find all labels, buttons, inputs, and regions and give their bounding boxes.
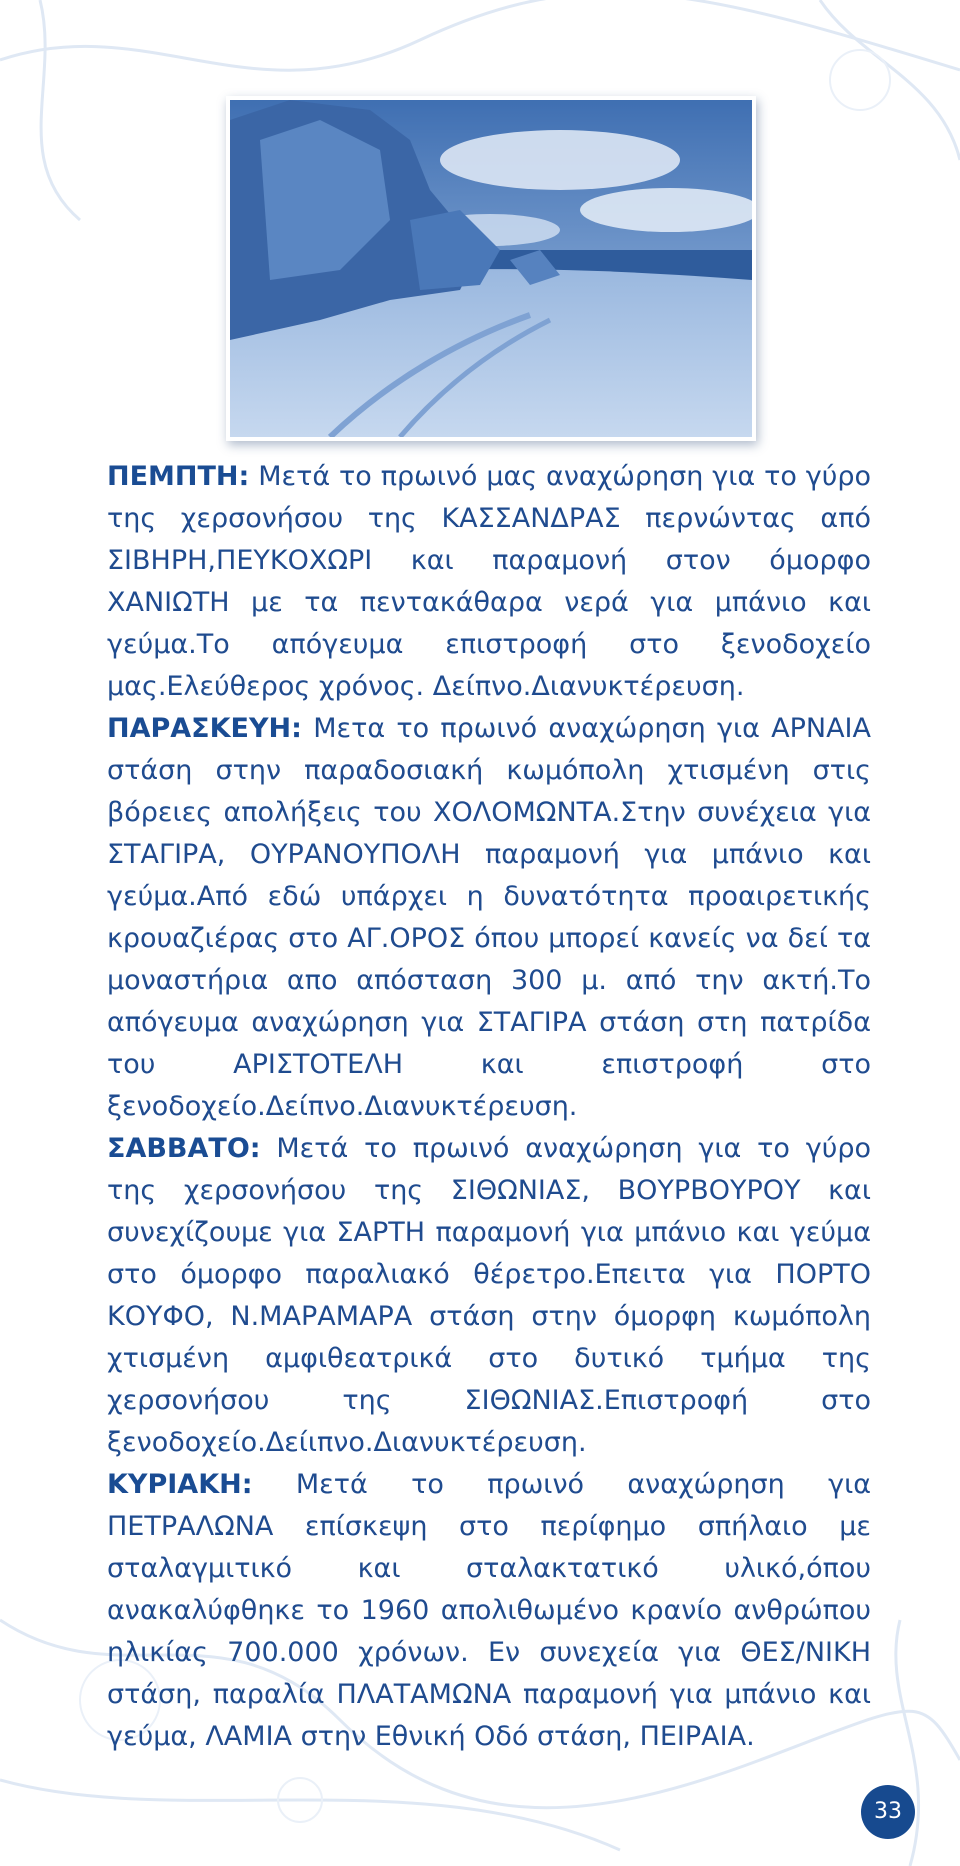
day-description: Μετά το πρωινό μας αναχώρηση για το γύρο της χερσονήσου της ΚΑΣΣΑΝΔΡΑΣ περνώντας από ΣΙΒΗΡΗ,ΠΕΥΚΟΧΩΡΙ και παραμονή στον όμορφο ΧΑΝΙΩΤΗ με τα πεντακάθαρα νερά για μπάνιο και γεύμα.Το απόγευμα επιστροφή στο ξενοδοχείο μας.Ελεύθερος χρόνος. Δείπνο.Διανυκτέρευση.: [107, 461, 871, 702]
day-label: ΣΑΒΒΑΤΟ:: [107, 1133, 261, 1164]
day-label: ΚΥΡΙΑΚΗ:: [107, 1469, 253, 1500]
day-description: Μετά το πρωινό αναχώρηση για ΠΕΤΡΑΛΩΝΑ επίσκεψη στο περίφημο σπήλαιο με σταλαγμιτικό και σταλακτατικό υλικό,όπου ανακαλύφθηκε το 1960 απολιθωμένο κρανίο ανθρώπου ηλικίας 700.000 χρόνων. Εν συνεχεία για ΘΕΣ/ΝΙΚΗ στάση, παραλία ΠΛΑΤΑΜΩΝΑ παραμονή για μπάνιο και γεύμα, ΛΑΜΙΑ στην Εθνική Οδό στάση, ΠΕΙΡΑΙΑ.: [107, 1469, 872, 1752]
itinerary-text: [107, 456, 871, 1758]
day-paragraph-friday: [107, 708, 871, 1128]
day-paragraph-sunday: [107, 1464, 871, 1758]
page-number-badge: 33: [861, 1785, 915, 1839]
day-label: ΠΑΡΑΣΚΕΥΗ:: [107, 713, 302, 744]
day-paragraph-thursday: [107, 456, 871, 708]
day-label: ΠΕΜΠΤΗ:: [107, 461, 250, 492]
day-description: Μετα το πρωινό αναχώρηση για ΑΡΝΑΙΑ στάση στην παραδοσιακή κωμόπολη χτισμένη στις βόρειες απολήξεις του ΧΟΛΟΜΩΝΤΑ.Στην συνέχεια για ΣΤΑΓΙΡΑ, ΟΥΡΑΝΟΥΠΟΛΗ παραμονή για μπάνιο και γεύμα.Από εδώ υπάρχει η δυνατότητα προαιρετικής κρουαζιέρας στο ΑΓ.ΟΡΟΣ όπου μπορεί κανείς να δεί τα μοναστήρια απο απόσταση 300 μ. από την ακτή.Το απόγευμα αναχώρηση για ΣΤΑΓΙΡΑ στάση στη πατρίδα του ΑΡΙΣΤΟΤΕΛΗ και επιστροφή στο ξενοδοχείο.Δείπνο.Διανυκτέρευση.: [107, 713, 871, 1122]
beach-rocks-photo-icon: [230, 100, 752, 437]
day-description: Μετά το πρωινό αναχώρηση για το γύρο της χερσονήσου της ΣΙΘΩΝΙΑΣ, ΒΟΥΡΒΟΥΡΟΥ και συνεχίζουμε για ΣΑΡΤΗ παραμονή για μπάνιο και γεύμα στο όμορφο παραλιακό θέρετρο.Επειτα για ΠΟΡΤΟ ΚΟΥΦΟ, Ν.ΜΑΡΑΜΑΡΑ στάση στην όμορφη κωμόπολη χτισμένη αμφιθεατρικά στο δυτικό τμήμα της χερσονήσου της ΣΙΘΩΝΙΑΣ.Επιστροφή στο ξενοδοχείο.Δείιπνο.Διανυκτέρευση.: [107, 1133, 871, 1458]
beach-photo-frame: [226, 96, 756, 441]
day-paragraph-saturday: [107, 1128, 871, 1464]
